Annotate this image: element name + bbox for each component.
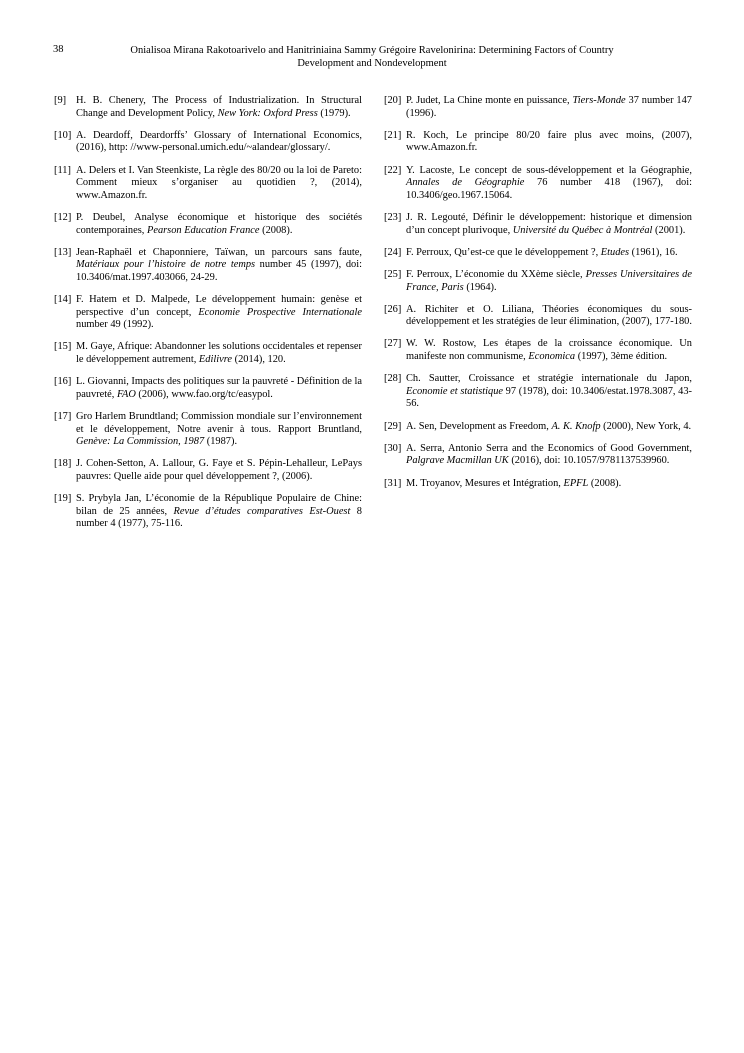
reference-source: Edilivre <box>198 354 233 366</box>
reference-item <box>384 247 692 260</box>
reference-item <box>384 338 692 363</box>
reference-text-tail: (2016), doi: 10.1057/9781137539960. <box>508 455 670 467</box>
reference-source: Economica <box>528 351 576 363</box>
reference-text-tail: 76 number 418 (1967), doi: 10.3406/geo.1967.15064. <box>406 177 692 201</box>
reference-number: [12] <box>54 211 72 223</box>
running-head-line1: Onialisoa Mirana Rakotoarivelo and Hanitriniaina Sammy Grégoire Ravelonirina: Determining Factors of Country <box>130 45 614 56</box>
reference-source: Economie Prospective Internationale <box>198 306 362 318</box>
reference-text-main: R. Koch, Le principe 80/20 faire plus avec moins, (2007), www.Amazon.fr. <box>406 129 692 154</box>
reference-number: [17] <box>54 411 72 423</box>
reference-source: Genève: La Commission, 1987 <box>76 436 205 448</box>
reference-item <box>384 212 692 237</box>
reference-text <box>76 130 362 155</box>
reference-text-main: F. Hatem et D. Malpede, Le développement humain: genèse et perspective d’un concept, <box>76 294 362 318</box>
reference-item <box>54 411 362 449</box>
reference-text-tail: 8 number 4 (1977), 75-116. <box>76 505 362 530</box>
reference-item <box>384 373 692 411</box>
reference-text-main: M. Troyanov, Mesures et Intégration, <box>406 477 564 489</box>
reference-text-tail: (1997), 3ème édition. <box>575 351 668 363</box>
reference-text-main: F. Perroux, Qu’est-ce que le développement ?, <box>406 246 601 258</box>
reference-text-main: F. Perroux, L’économie du XXème siècle, <box>406 268 586 280</box>
reference-text <box>406 421 692 434</box>
reference-text-tail: (2014), 120. <box>232 354 286 366</box>
reference-text <box>406 269 692 294</box>
reference-item <box>54 95 362 120</box>
reference-text-main: S. Prybyla Jan, L’économie de la République Populaire de Chine: bilan de 25 années, <box>76 493 362 517</box>
reference-text-main: A. Deardoff, Deardorffs’ Glossary of International Economics, (2016), http: //www-personal.umich.edu/~alandear/glossary/. <box>76 129 362 154</box>
reference-source: Palgrave Macmillan UK <box>406 455 509 467</box>
reference-number: [24] <box>384 246 402 258</box>
reference-source: EPFL <box>563 477 589 489</box>
reference-text-tail: (1979). <box>317 107 351 119</box>
reference-source: Etudes <box>600 246 630 258</box>
reference-text <box>76 376 362 401</box>
running-head-line2: Development and Nondevelopment <box>297 58 447 69</box>
reference-text-main: A. Richiter et O. Liliana, Théories économiques du sous-développement et les stratégies de leur élimination, (2007), 177-180. <box>406 303 692 328</box>
reference-source: New York: Oxford Press <box>217 107 318 119</box>
reference-text-main: A. Serra, Antonio Serra and the Economics of Good Government, <box>406 442 692 454</box>
reference-text-main: A. Delers et I. Van Steenkiste, La règle des 80/20 ou la loi de Pareto: Comment mieux s’organiser au quotidien ?, (2014), www.Amazon.fr. <box>76 164 362 201</box>
reference-text <box>76 411 362 449</box>
reference-item <box>384 130 692 155</box>
reference-text-main: J. Cohen-Setton, A. Lallour, G. Faye et S. Pépin-Lehalleur, LePays pauvres: Quelle aide pour quel développement ?, (2006). <box>76 458 362 482</box>
reference-item <box>384 165 692 203</box>
reference-text-tail: (1964). <box>463 281 497 293</box>
reference-text-tail: number 49 (1992). <box>76 319 154 331</box>
reference-text <box>406 95 692 120</box>
reference-text <box>406 165 692 203</box>
reference-text-main: Y. Lacoste, Le concept de sous-développement et la Géographie, <box>406 164 692 176</box>
reference-text <box>76 341 362 366</box>
reference-item <box>54 294 362 332</box>
reference-item <box>54 212 362 237</box>
reference-number: [21] <box>384 129 402 141</box>
reference-item <box>54 130 362 155</box>
reference-number: [18] <box>54 458 72 470</box>
reference-text <box>76 95 362 120</box>
reference-text-tail: (2001). <box>652 224 686 236</box>
reference-text <box>406 304 692 329</box>
reference-text <box>406 373 692 411</box>
reference-number: [14] <box>54 294 72 306</box>
reference-text <box>406 478 692 491</box>
reference-source: Economie et statistique <box>406 385 504 397</box>
reference-number: [16] <box>54 376 72 388</box>
reference-number: [28] <box>384 373 402 385</box>
reference-number: [13] <box>54 246 72 258</box>
reference-item <box>384 304 692 329</box>
reference-item <box>384 95 692 120</box>
reference-item <box>54 247 362 285</box>
reference-number: [30] <box>384 442 402 454</box>
reference-source: A. K. Knofp <box>551 420 601 432</box>
reference-item <box>54 493 362 531</box>
reference-item <box>384 443 692 468</box>
reference-text-main: P. Deubel, Analyse économique et historique des sociétés contemporaines, <box>76 211 362 236</box>
reference-number: [11] <box>54 164 71 176</box>
reference-text-tail: (2008). <box>588 477 622 489</box>
reference-text <box>406 443 692 468</box>
reference-source: Revue d’études comparatives Est-Ouest <box>173 505 351 517</box>
reference-number: [20] <box>384 95 402 106</box>
reference-text-tail: (1987). <box>204 436 238 448</box>
reference-number: [19] <box>54 493 72 505</box>
reference-item <box>54 341 362 366</box>
reference-item <box>384 269 692 294</box>
running-head <box>90 44 654 70</box>
page-number: 38 <box>53 44 64 55</box>
reference-text <box>76 212 362 237</box>
reference-item <box>54 376 362 401</box>
reference-text-main: M. Gaye, Afrique: Abandonner les solutions occidentales et repenser le développement autrement, <box>76 341 362 366</box>
reference-number: [26] <box>384 303 402 315</box>
reference-item <box>384 421 692 434</box>
reference-text-tail: (2000), New York, 4. <box>600 420 692 432</box>
references-right-column <box>384 95 692 500</box>
reference-text-tail: 37 number 147 (1996). <box>406 95 692 119</box>
reference-source: FAO <box>116 388 136 400</box>
reference-text-tail: number 45 (1997), doi: 10.3406/mat.1997.403066, 24-29. <box>76 259 362 283</box>
reference-text-main: L. Giovanni, Impacts des politiques sur la pauvreté - Définition de la pauvreté, <box>76 376 362 400</box>
reference-number: [23] <box>384 211 402 223</box>
reference-number: [27] <box>384 338 402 350</box>
reference-number: [22] <box>384 164 402 176</box>
reference-source: Annales de Géographie <box>406 177 525 189</box>
reference-source: Tiers-Monde <box>572 95 626 106</box>
reference-text <box>76 493 362 531</box>
reference-source: Matériaux pour l’histoire de notre temps <box>76 259 256 271</box>
reference-text-main: Jean-Raphaël et Chaponniere, Taïwan, un parcours sans faute, <box>76 246 362 258</box>
reference-item <box>384 478 692 491</box>
reference-text <box>76 247 362 285</box>
reference-number: [29] <box>384 420 402 432</box>
references-left-column <box>54 95 362 541</box>
reference-text-main: A. Sen, Development as Freedom, <box>406 420 552 432</box>
reference-text-main: Ch. Sautter, Croissance et stratégie internationale du Japon, <box>406 373 692 385</box>
reference-item <box>54 165 362 203</box>
reference-source: Pearson Education France <box>146 224 260 236</box>
reference-number: [9] <box>54 95 67 106</box>
reference-text <box>76 458 362 483</box>
reference-text <box>406 130 692 155</box>
reference-text <box>406 212 692 237</box>
reference-text-main: H. B. Chenery, The Process of Industrialization. In Structural Change and Development Policy, <box>76 95 362 119</box>
reference-text-tail: (2006), www.fao.org/tc/easypol. <box>135 388 273 400</box>
reference-item <box>54 458 362 483</box>
reference-text <box>406 338 692 363</box>
reference-text-tail: 97 (1978), doi: 10.3406/estat.1978.3087, 43-56. <box>406 385 692 410</box>
reference-source: Université du Québec à Montréal <box>512 224 653 236</box>
reference-number: [10] <box>54 129 72 141</box>
reference-text-main: J. R. Legouté, Définir le développement: historique et dimension d’un concept plurivoque, <box>406 211 692 236</box>
reference-number: [25] <box>384 268 402 280</box>
reference-text <box>76 294 362 332</box>
reference-text <box>76 165 362 203</box>
reference-text-main: P. Judet, La Chine monte en puissance, <box>406 95 573 106</box>
reference-text <box>406 247 692 260</box>
reference-number: [15] <box>54 341 72 353</box>
reference-text-main: W. W. Rostow, Les étapes de la croissance économique. Un manifeste non communisme, <box>406 338 692 363</box>
reference-text-tail: (1961), 16. <box>629 246 678 258</box>
reference-text-tail: (2008). <box>259 224 293 236</box>
reference-text-main: Gro Harlem Brundtland; Commission mondiale sur l’environnement et le développement, Notre avenir à tous. Rapport Bruntland, <box>76 411 362 435</box>
reference-number: [31] <box>384 477 402 489</box>
reference-source: Presses Universitaires de France, Paris <box>406 268 692 293</box>
